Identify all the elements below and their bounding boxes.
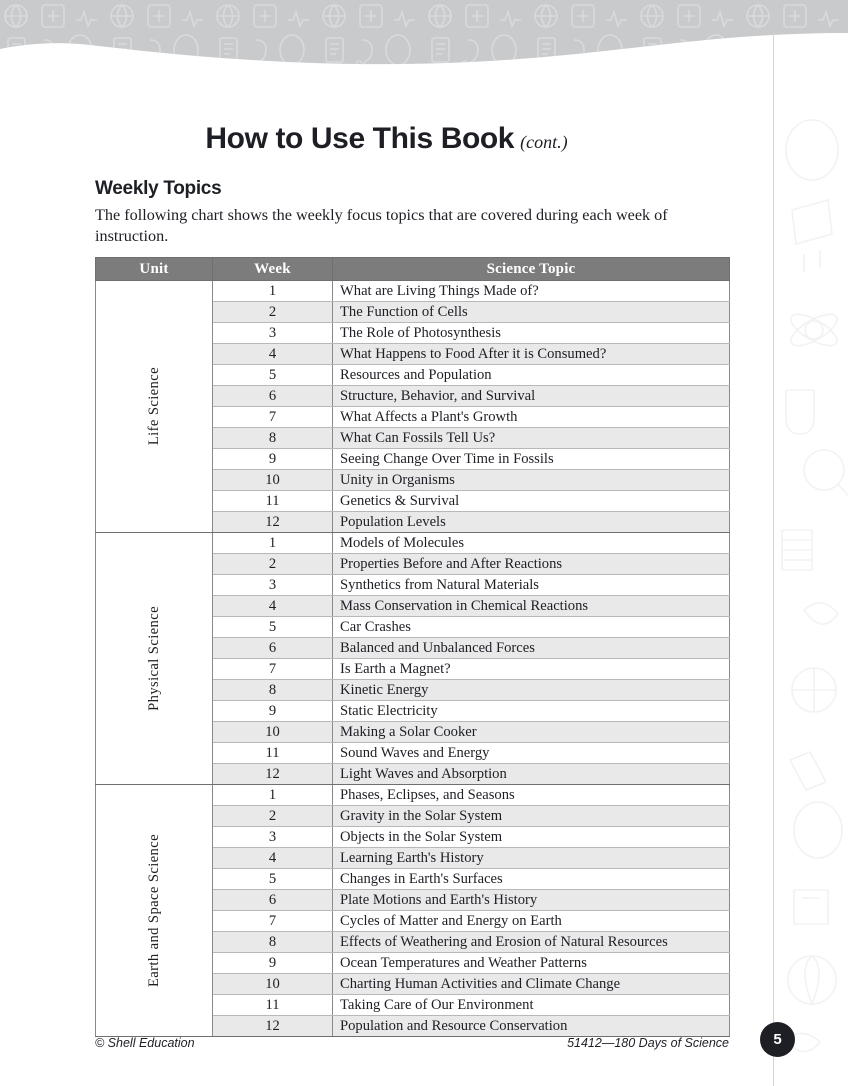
science-topic-cell: Population Levels [333, 512, 730, 533]
science-topic-cell: Light Waves and Absorption [333, 764, 730, 785]
science-topic-cell: Seeing Change Over Time in Fossils [333, 449, 730, 470]
science-topic-cell: Charting Human Activities and Climate Change [333, 974, 730, 995]
science-topic-cell: Is Earth a Magnet? [333, 659, 730, 680]
science-topic-cell: Unity in Organisms [333, 470, 730, 491]
week-cell: 5 [213, 617, 333, 638]
science-topic-cell: Ocean Temperatures and Weather Patterns [333, 953, 730, 974]
science-topic-cell: Phases, Eclipses, and Seasons [333, 785, 730, 806]
week-cell: 1 [213, 281, 333, 302]
week-cell: 4 [213, 344, 333, 365]
science-topic-cell: Kinetic Energy [333, 680, 730, 701]
science-topic-cell: Making a Solar Cooker [333, 722, 730, 743]
science-topic-cell: The Role of Photosynthesis [333, 323, 730, 344]
table-header-row [96, 258, 730, 281]
science-topic-cell: The Function of Cells [333, 302, 730, 323]
footer-copyright: © Shell Education [95, 1036, 195, 1050]
unit-cell [96, 281, 213, 533]
unit-label: Physical Science [145, 606, 162, 711]
column-header-week: Week [213, 258, 333, 281]
unit-label: Life Science [145, 367, 162, 446]
week-cell: 6 [213, 386, 333, 407]
page-title [0, 122, 773, 156]
week-cell: 6 [213, 638, 333, 659]
week-cell: 9 [213, 701, 333, 722]
week-cell: 7 [213, 911, 333, 932]
science-topic-cell: What are Living Things Made of? [333, 281, 730, 302]
science-topic-cell: Learning Earth's History [333, 848, 730, 869]
science-topic-cell: Taking Care of Our Environment [333, 995, 730, 1016]
week-cell: 4 [213, 596, 333, 617]
week-cell: 3 [213, 323, 333, 344]
science-topic-cell: What Affects a Plant's Growth [333, 407, 730, 428]
science-topic-cell: Car Crashes [333, 617, 730, 638]
table-header [96, 258, 730, 281]
week-cell: 9 [213, 953, 333, 974]
week-cell: 6 [213, 890, 333, 911]
science-topic-cell: Mass Conservation in Chemical Reactions [333, 596, 730, 617]
science-topic-cell: Changes in Earth's Surfaces [333, 869, 730, 890]
week-cell: 3 [213, 827, 333, 848]
page-title-main: How to Use This Book [205, 122, 515, 155]
science-topic-cell: Genetics & Survival [333, 491, 730, 512]
science-topic-cell: Resources and Population [333, 365, 730, 386]
week-cell: 2 [213, 806, 333, 827]
week-cell: 4 [213, 848, 333, 869]
week-cell: 7 [213, 659, 333, 680]
science-topic-cell: Balanced and Unbalanced Forces [333, 638, 730, 659]
table-body [96, 281, 730, 1037]
weekly-topics-table [95, 257, 730, 1037]
unit-label: Earth and Space Science [145, 833, 162, 988]
science-topic-cell: Models of Molecules [333, 533, 730, 554]
table-row [96, 281, 730, 302]
science-topic-cell: Gravity in the Solar System [333, 806, 730, 827]
week-cell: 2 [213, 554, 333, 575]
science-topic-cell: What Happens to Food After it is Consumed? [333, 344, 730, 365]
column-header-unit: Unit [96, 258, 213, 281]
footer-book-reference: 51412—180 Days of Science [567, 1036, 729, 1050]
science-topic-cell: Synthetics from Natural Materials [333, 575, 730, 596]
section-heading: Weekly Topics [95, 178, 222, 199]
page-number-badge: 5 [760, 1022, 795, 1057]
week-cell: 10 [213, 470, 333, 491]
week-cell: 1 [213, 785, 333, 806]
week-cell: 11 [213, 995, 333, 1016]
science-topic-cell: Sound Waves and Energy [333, 743, 730, 764]
science-topic-cell: Static Electricity [333, 701, 730, 722]
week-cell: 11 [213, 491, 333, 512]
unit-cell [96, 785, 213, 1037]
intro-paragraph: The following chart shows the weekly focus topics that are covered during each week of instruction. [95, 206, 668, 245]
week-cell: 11 [213, 743, 333, 764]
unit-cell [96, 533, 213, 785]
week-cell: 8 [213, 680, 333, 701]
science-topic-cell: Structure, Behavior, and Survival [333, 386, 730, 407]
science-topic-cell: Effects of Weathering and Erosion of Natural Resources [333, 932, 730, 953]
week-cell: 3 [213, 575, 333, 596]
week-cell: 9 [213, 449, 333, 470]
week-cell: 5 [213, 365, 333, 386]
week-cell: 1 [213, 533, 333, 554]
week-cell: 8 [213, 932, 333, 953]
right-margin-icon-pattern [774, 90, 848, 1086]
week-cell: 5 [213, 869, 333, 890]
week-cell: 12 [213, 512, 333, 533]
week-cell: 7 [213, 407, 333, 428]
science-topic-cell: Properties Before and After Reactions [333, 554, 730, 575]
week-cell: 10 [213, 974, 333, 995]
table-row [96, 533, 730, 554]
science-topic-cell: Objects in the Solar System [333, 827, 730, 848]
science-topic-cell: Plate Motions and Earth's History [333, 890, 730, 911]
science-topic-cell: What Can Fossils Tell Us? [333, 428, 730, 449]
week-cell: 8 [213, 428, 333, 449]
science-topic-cell: Population and Resource Conservation [333, 1016, 730, 1037]
page-title-continued: (cont.) [520, 132, 568, 152]
week-cell: 12 [213, 1016, 333, 1037]
table-row [96, 785, 730, 806]
column-header-science-topic: Science Topic [333, 258, 730, 281]
week-cell: 12 [213, 764, 333, 785]
science-topic-cell: Cycles of Matter and Energy on Earth [333, 911, 730, 932]
week-cell: 2 [213, 302, 333, 323]
week-cell: 10 [213, 722, 333, 743]
